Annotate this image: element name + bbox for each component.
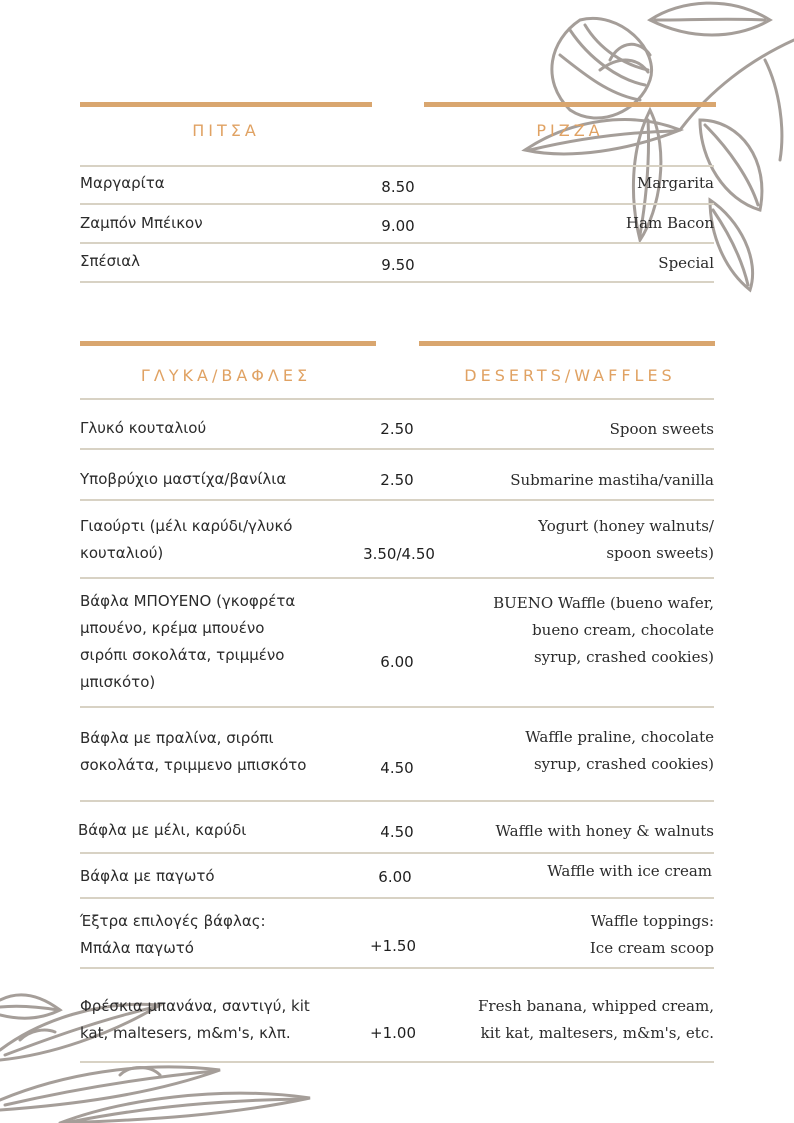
pizza-heading-greek: ΠΙΤΣΑ — [192, 121, 260, 140]
row-divider — [80, 706, 714, 708]
menu-item-name-greek: Υποβρύχιο μαστίχα/βανίλια — [80, 470, 287, 488]
menu-item-name-english — [478, 993, 714, 1047]
row-divider — [80, 448, 714, 450]
desserts-heading-bar-en — [419, 341, 715, 346]
text-line: syrup, crashed cookies) — [533, 755, 714, 773]
row-divider — [80, 800, 714, 802]
menu-item-name-english — [590, 908, 714, 962]
text-line: Waffle toppings: — [590, 912, 714, 930]
text-line: bueno cream, chocolate — [532, 621, 714, 639]
menu-item-name-greek: Γλυκό κουταλιού — [80, 419, 207, 437]
desserts-rule-top — [80, 398, 714, 400]
text-line: kat, maltesers, m&m's, κλπ. — [80, 1024, 291, 1042]
menu-item-price: 3.50/4.50 — [363, 545, 435, 563]
menu-item-price: 6.00 — [380, 653, 414, 671]
menu-item-name-english — [493, 590, 714, 671]
text-line: Ice cream scoop — [589, 939, 714, 957]
row-divider — [80, 281, 714, 283]
row-divider — [80, 897, 714, 899]
row-divider — [80, 852, 714, 854]
text-line: Βάφλα ΜΠΟΥΕΝΟ (γκοφρέτα — [80, 592, 296, 610]
text-line: μπισκότο) — [80, 673, 156, 691]
menu-item-name-english: Waffle with honey & walnuts — [495, 822, 714, 840]
menu-item-name-greek: Σπέσιαλ — [80, 252, 140, 270]
text-line: σοκολάτα, τριμμενο μπισκότο — [80, 756, 307, 774]
menu-item-name-english — [538, 513, 714, 567]
text-line: μπουένο, κρέμα μπουένο — [80, 619, 265, 637]
menu-item-name-greek — [80, 908, 266, 962]
desserts-heading-bar-gr — [80, 341, 376, 346]
menu-item-name-english — [525, 724, 714, 778]
text-line: BUENO Waffle (bueno wafer, — [493, 594, 714, 612]
text-line: Fresh banana, whipped cream, — [477, 997, 714, 1015]
menu-item-name-greek — [80, 725, 306, 779]
text-line: κουταλιού) — [80, 544, 164, 562]
menu-item-price: 9.00 — [381, 217, 415, 235]
text-line: Yogurt (honey walnuts/ — [538, 517, 714, 535]
menu-item-name-greek — [80, 588, 295, 696]
row-divider — [80, 967, 714, 969]
pizza-heading-english: PIZZA — [536, 121, 604, 140]
menu-item-price: 4.50 — [380, 759, 414, 777]
text-line: Βάφλα με πραλίνα, σιρόπι — [80, 729, 274, 747]
menu-item-name-english: Special — [658, 254, 714, 272]
menu-item-name-english: Margarita — [637, 174, 714, 192]
text-line: syrup, crashed cookies) — [533, 648, 714, 666]
row-divider — [80, 577, 714, 579]
menu-item-name-greek: Βάφλα με παγωτό — [80, 867, 215, 885]
menu-item-name-greek: Βάφλα με μέλι, καρύδι — [78, 821, 247, 839]
menu-item-name-english: Waffle with ice cream — [547, 862, 712, 880]
pizza-heading-bar-gr — [80, 102, 372, 107]
menu-item-name-greek — [80, 513, 292, 567]
menu-item-price: +1.00 — [370, 1024, 416, 1042]
desserts-heading-greek: ΓΛΥΚΑ/ΒΑΦΛΕΣ — [140, 366, 312, 385]
menu-item-price: 8.50 — [381, 178, 415, 196]
menu-item-name-greek — [80, 993, 310, 1047]
pizza-rule-top — [80, 165, 714, 167]
text-line: Γιαούρτι (μέλι καρύδι/γλυκό — [80, 517, 293, 535]
pizza-heading-bar-en — [424, 102, 716, 107]
text-line: spoon sweets) — [606, 544, 714, 562]
menu-item-price: 9.50 — [381, 256, 415, 274]
menu-item-price: 6.00 — [378, 868, 412, 886]
menu-item-price: 4.50 — [380, 823, 414, 841]
menu-item-name-greek: Μαργαρίτα — [80, 174, 165, 192]
menu-item-price: 2.50 — [380, 471, 414, 489]
text-line: Φρέσκια μπανάνα, σαντιγύ, kit — [80, 997, 310, 1015]
menu-item-name-greek: Ζαμπόν Μπέικον — [80, 214, 203, 232]
leaf-illustration-top-right — [510, 0, 794, 300]
menu-item-name-english: Ham Bacon — [625, 214, 714, 232]
menu-item-price: +1.50 — [370, 937, 416, 955]
row-divider — [80, 499, 714, 501]
menu-item-name-english: Submarine mastiha/vanilla — [510, 471, 714, 489]
text-line: σιρόπι σοκολάτα, τριμμένο — [80, 646, 285, 664]
desserts-heading-english: DESERTS/WAFFLES — [464, 366, 676, 385]
menu-item-price: 2.50 — [380, 420, 414, 438]
text-line: Έξτρα επιλογές βάφλας: — [80, 912, 266, 930]
row-divider — [80, 1061, 714, 1063]
menu-item-name-english: Spoon sweets — [609, 420, 714, 438]
row-divider — [80, 242, 714, 244]
text-line: Μπάλα παγωτό — [80, 939, 194, 957]
row-divider — [80, 203, 714, 205]
text-line: Waffle praline, chocolate — [525, 728, 714, 746]
text-line: kit kat, maltesers, m&m's, etc. — [480, 1024, 714, 1042]
